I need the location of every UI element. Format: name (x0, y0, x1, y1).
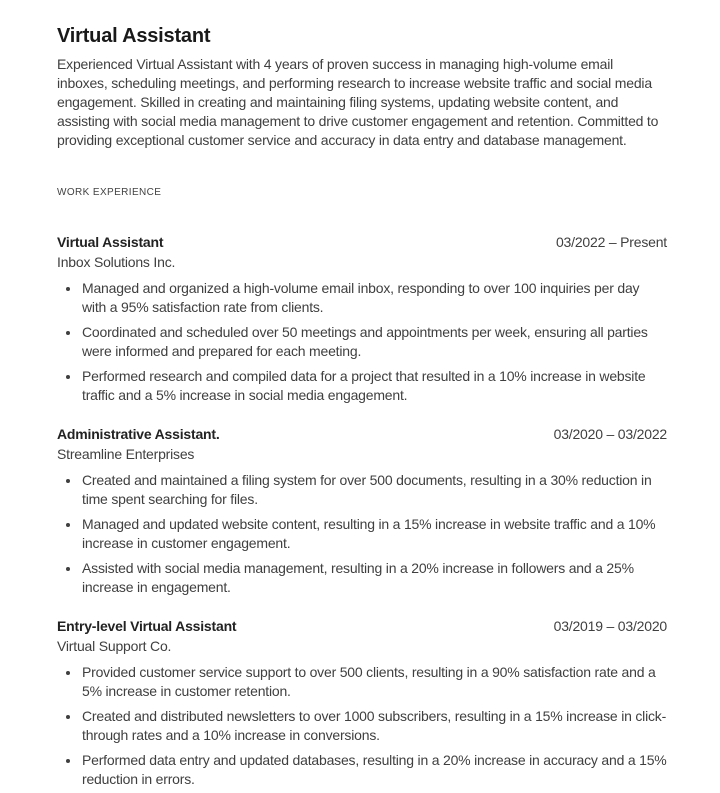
job-title: Entry-level Virtual Assistant (57, 618, 237, 634)
bullet-item (57, 367, 667, 405)
job-company: Streamline Enterprises (57, 446, 195, 462)
bullet-item (57, 707, 667, 745)
bullet-dot-icon (66, 715, 70, 719)
bullet-item (57, 663, 667, 701)
bullet-text: Performed data entry and updated databases, resulting in a 20% increase in accuracy and a 15% reduction in errors. (82, 752, 667, 787)
job-company: Virtual Support Co. (57, 638, 172, 654)
summary-text: Experienced Virtual Assistant with 4 years of proven success in managing high-volume email inboxes, scheduling meetings, and performing research to increase website traffic and social media engagement. Skilled in creating and maintaining filing systems, updating website content, and assisting with social media management to drive customer engagement and retention. Committed to providing exceptional customer service and accuracy in data entry and database management. (57, 56, 659, 148)
job-entry (57, 425, 667, 597)
bullet-item (57, 515, 667, 553)
job-header (57, 617, 667, 636)
bullet-dot-icon (66, 331, 70, 335)
job-header (57, 425, 667, 444)
section-label-work-experience: WORK EXPERIENCE (57, 187, 162, 198)
bullet-list (57, 279, 667, 405)
bullet-item (57, 559, 667, 597)
bullet-dot-icon (66, 567, 70, 571)
bullet-text: Managed and organized a high-volume email inbox, responding to over 100 inquiries per day with a 95% satisfaction rate from clients. (82, 280, 640, 315)
bullet-dot-icon (66, 479, 70, 483)
bullet-dot-icon (66, 375, 70, 379)
bullet-list (57, 471, 667, 597)
bullet-dot-icon (66, 523, 70, 527)
bullet-text: Assisted with social media management, resulting in a 20% increase in followers and a 25% increase in engagement. (82, 560, 634, 595)
job-dates: 03/2019 – 03/2020 (553, 618, 667, 634)
bullet-item (57, 279, 667, 317)
bullet-dot-icon (66, 671, 70, 675)
job-dates: 03/2022 – Present (555, 234, 667, 250)
job-entry (57, 233, 667, 405)
bullet-text: Coordinated and scheduled over 50 meetings and appointments per week, ensuring all parties were informed and prepared for each meeting. (82, 324, 648, 359)
bullet-item (57, 471, 667, 509)
job-company: Inbox Solutions Inc. (57, 254, 176, 270)
bullet-list (57, 663, 667, 789)
bullet-text: Provided customer service support to over 500 clients, resulting in a 90% satisfaction rate and a 5% increase in customer retention. (82, 664, 656, 699)
page-title: Virtual Assistant (57, 25, 211, 47)
bullet-text: Performed research and compiled data for a project that resulted in a 10% increase in website traffic and a 5% increase in social media engagement. (82, 368, 646, 403)
job-entry (57, 617, 667, 789)
bullet-text: Managed and updated website content, resulting in a 15% increase in website traffic and a 10% increase in customer engagement. (82, 516, 656, 551)
bullet-dot-icon (66, 287, 70, 291)
job-dates: 03/2020 – 03/2022 (553, 426, 667, 442)
bullet-item (57, 323, 667, 361)
job-title: Virtual Assistant (57, 234, 164, 250)
bullet-dot-icon (66, 759, 70, 763)
job-title: Administrative Assistant. (57, 426, 220, 442)
bullet-text: Created and distributed newsletters to over 1000 subscribers, resulting in a 15% increase in click-through rates and a 10% increase in conversions. (82, 708, 667, 743)
bullet-text: Created and maintained a filing system for over 500 documents, resulting in a 30% reduction in time spent searching for files. (82, 472, 652, 507)
bullet-item (57, 751, 667, 789)
job-header (57, 233, 667, 252)
